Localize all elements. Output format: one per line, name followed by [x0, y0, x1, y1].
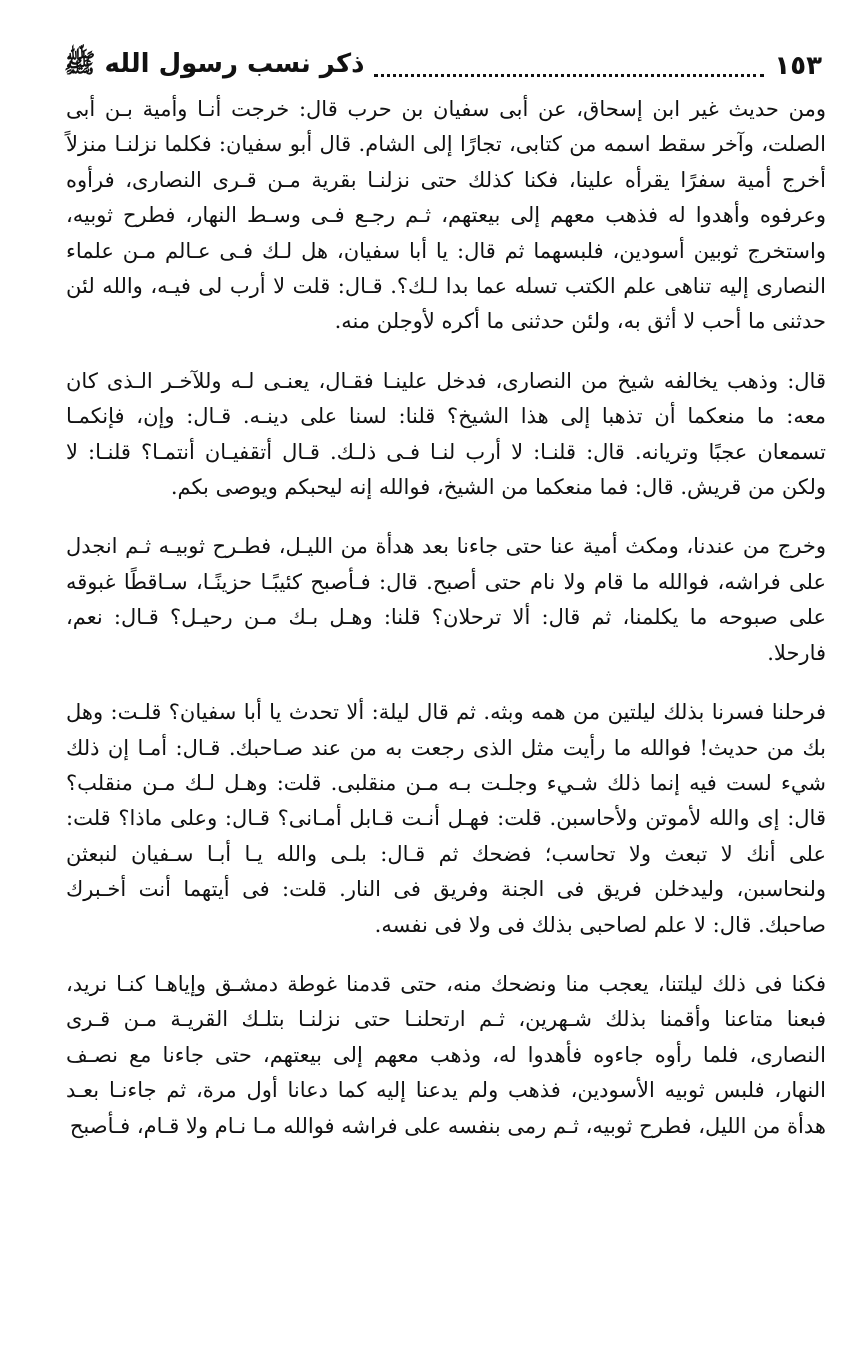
page-number: ١٥٣: [774, 51, 822, 81]
page-body: [66, 92, 826, 1144]
page-header: [64, 46, 822, 86]
paragraph-4: فرحلنا فسرنا بذلك ليلتين من همه وبثه. ثم قال ليلة: ألا تحدث يا أبا سفيان؟ قلـت: وهل بك من حديث! فوالله ما رأيت مثل الذى رجعت به من عند صـاحبك. قـال: أمـا إن ذلك شيء لست فيه إنما ذلك شـيء وجلـت بـه مـن منقلبى. قلت: وهـل لـك مـن منقلب؟ قال: إى والله لأموتن ولأحاسبن. قلت: فهـل أنـت قـابل أمـانى؟ قـال: وعلى ماذا؟ قلت: على أنك لا تبعث ولا تحاسب؛ فضحك ثم قـال: بلـى والله يـا أبـا سـفيان لنبعثن ولنحاسبن، وليدخلن فريق فى الجنة وفريق فى النار. قلت: فى أيتهما أنت أخـبرك صاحبك. قال: لا علم لصاحبى بذلك فى ولا فى نفسه.: [66, 700, 826, 937]
paragraph-3: وخرج من عندنا، ومكث أمية عنا حتى جاءنا بعد هدأة من الليـل، فطـرح ثوبيـه ثـم انجدل على فراشه، فوالله ما قام ولا نام حتى أصبح. قال: فـأصبح كئيبًـا حزينًـا، سـاقطًا غبوقه على صبوحه ما يكلمنا، ثم قال: ألا ترحلان؟ قلنا: وهـل بـك مـن رحيـل؟ قـال: نعم، فارحلا.: [66, 534, 826, 665]
paragraph-5: فكنا فى ذلك ليلتنا، يعجب منا ونضحك منه، حتى قدمنا غوطة دمشـق وإياهـا كنـا نريد، فبعنا متاعنا وأقمنا بذلك شـهرين، ثـم ارتحلنـا حتى نزلنـا بتلـك القريـة مـن قـرى النصارى، فلما رأوه جاءوه فأهدوا له، وذهب معهم إلى بيعتهم، حتى جاءنا مع نصـف النهار، فلبس ثوبيه الأسودين، فذهب ولم يدعنا إليه كما دعانا أول مرة، ثم جاءنـا بعـد هدأة من الليل، فطرح ثوبيه، ثـم رمى بنفسه على فراشه فوالله مـا نـام ولا قـام، فـأصبح: [66, 971, 826, 1138]
dotted-leader: [374, 56, 764, 77]
paragraph-1: ومن حديث غير ابن إسحاق، عن أبى سفيان بن حرب قال: خرجت أنـا وأمية بـن أبى الصلت، وآخر سقط اسمه من كتابى، تجارًا إلى الشام. قال أبو سفيان: فكلما نزلنـا منزلاً أخرج أمية سفرًا يقرأه علينا، فكنا كذلك حتى نزلنـا بقرية مـن قـرى النصارى، فرأوه وعرفوه وأهدوا له فذهب معهم إلى بيعتهم، ثـم رجـع فـى وسـط النهار، فطرح ثوبيه، واستخرج ثوبين أسودين، فلبسهما ثم قال: يا أبا سفيان، هل لـك فـى عـالم مـن علماء النصارى إليه تناهى علم الكتب تسله عما بدا لـك؟. قـال: قلت لا أرب لى فيـه، والله لئن حدثنى ما أحب لا أثق به، ولئن حدثنى ما أكره لأوجلن منه.: [66, 97, 826, 334]
running-title: ذكر نسب رسول الله ﷺ: [64, 49, 365, 79]
paragraph-2: قال: وذهب يخالفه شيخ من النصارى، فدخل علينـا فقـال، يعنـى لـه وللآخـر الـذى كان معه: ما منعكما أن تذهبا إلى هذا الشيخ؟ قلنا: لسنا على دينـه. قـال: وإن، فإنكمـا تسمعان عجبًا وتريانه. قال: قلنـا: لا أرب لنـا فـى ذلـك. قـال أتقفيـان أنتمـا؟ قلنـا: لا ولكن من قريش. قال: فما منعكما من الشيخ، فوالله إنه ليحبكم ويوصى بكم.: [66, 368, 826, 500]
